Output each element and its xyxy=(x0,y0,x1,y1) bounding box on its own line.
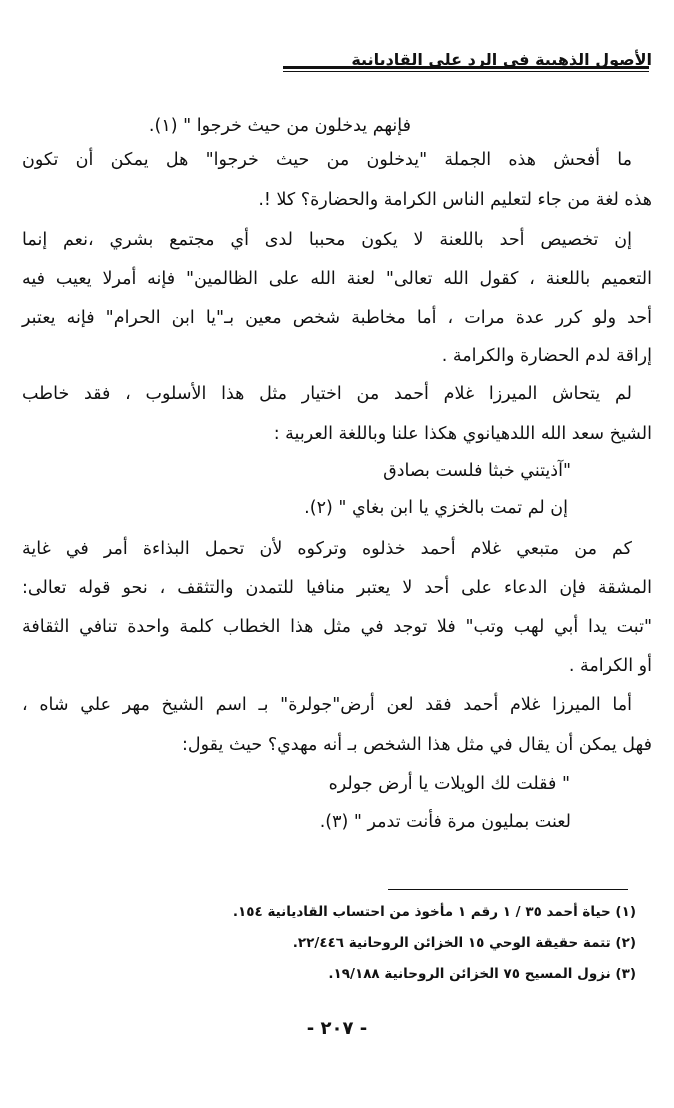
text-line: أحد ولو كرر عدة مرات ، أما مخاطبة شخص معين بـ"يا ابن الحرام" فإنه يعتبر xyxy=(22,308,652,328)
text-line: هذه لغة من جاء لتعليم الناس الكرامة والحضارة؟ كلا !. xyxy=(258,190,652,210)
running-header-title: الأصول الذهبية في الرد على القاديانية xyxy=(351,50,652,69)
text-line: فإنهم يدخلون من حيث خرجوا " (١). xyxy=(148,116,411,136)
text-line: لم يتحاش الميرزا غلام أحمد من اختيار مثل هذا الأسلوب ، فقد خاطب xyxy=(22,384,632,404)
text-line: الشيخ سعد الله اللدهيانوي هكذا علنا وباللغة العربية : xyxy=(273,424,652,444)
text-line: إن تخصيص أحد باللعنة لا يكون محببا لدى أي مجتمع بشري ،نعم إنما xyxy=(22,230,632,250)
footnote-3: (٣) نزول المسيح ٧٥ الخزائن الروحانية ١٩/١٨٨. xyxy=(328,966,636,982)
text-line: إراقة لدم الحضارة والكرامة . xyxy=(441,346,652,366)
text-line: ما أفحش هذه الجملة "يدخلون من حيث خرجوا" هل يمكن أن تكون xyxy=(22,150,632,170)
footnote-1: (١) حياة أحمد ٣٥ / ١ رقم ١ مأخوذ من احتساب القاديانية ١٥٤. xyxy=(232,904,636,920)
text-line: أو الكرامة . xyxy=(568,656,652,676)
text-line: كم من متبعي غلام أحمد خذلوه وتركوه لأن تحمل البذاءة أمر في غاية xyxy=(22,539,632,559)
footnote-2: (٢) تتمة حقيقة الوحي ١٥ الخزائن الروحانية ٢٢/٤٤٦. xyxy=(292,935,636,951)
verse-line: إن لم تمت بالخزي يا ابن بغاي " (٢). xyxy=(304,498,568,518)
text-line: التعميم باللعنة ، كقول الله تعالى" لعنة الله على الظالمين" فإنه أمرلا يعيب فيه xyxy=(22,269,652,289)
verse-line: لعنت بمليون مرة فأنت تدمر " (٣). xyxy=(319,812,571,832)
footnote-divider xyxy=(388,889,628,890)
verse-line: " فقلت لك الويلات يا أرض جولره xyxy=(328,774,570,794)
text-line: "تبت يدا أبي لهب وتب" فلا توجد في مثل هذا الخطاب كلمة واحدة تنافي الثقافة xyxy=(22,617,652,637)
text-line: المشقة فإن الدعاء على أحد لا يعتبر منافيا للتمدن والتثقف ، نحو قوله تعالى: xyxy=(22,578,652,598)
page-number: - ٢٠٧ - xyxy=(306,1018,368,1039)
text-line: أما الميرزا غلام أحمد فقد لعن أرض"جولرة" بـ اسم الشيخ مهر علي شاه ، xyxy=(22,695,632,715)
header-rule xyxy=(283,66,649,72)
text-line: فهل يمكن أن يقال في مثل هذا الشخص بـ أنه مهدي؟ حيث يقول: xyxy=(182,735,652,755)
verse-line: "آذيتني خبثا فلست بصادق xyxy=(383,461,571,481)
